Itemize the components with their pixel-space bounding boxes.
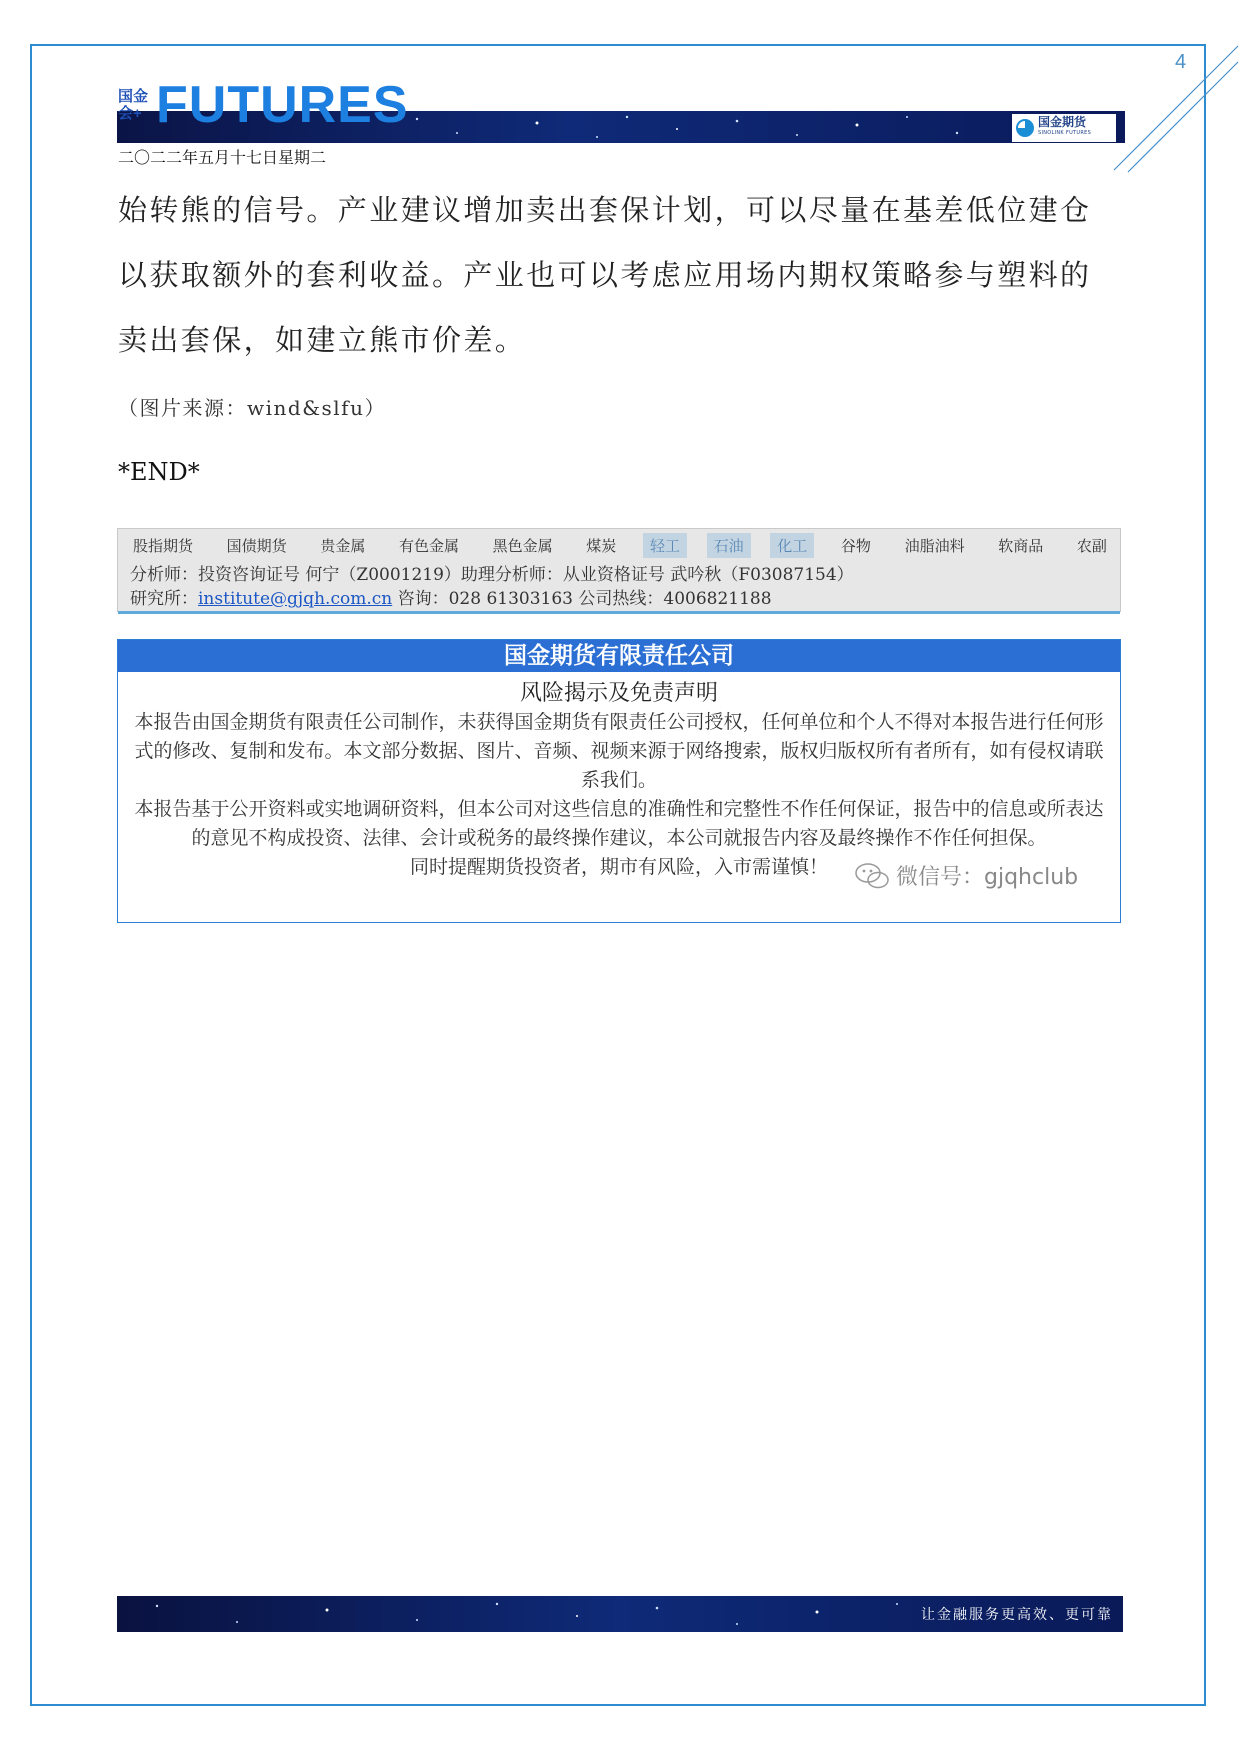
category-item-active[interactable]: 化工: [770, 533, 814, 558]
email-link[interactable]: institute@gjqh.com.cn: [198, 589, 393, 609]
contact-line: [130, 584, 772, 609]
footer-banner: [117, 1596, 1123, 1632]
wechat-icon: [854, 861, 890, 891]
category-item-active[interactable]: 轻工: [643, 533, 687, 558]
paragraph-text: 始转熊的信号。产业建议增加卖出套保计划，可以尽量在基差低位建仓以获取额外的套利收益。产业也可以考虑应用场内期权策略参与塑料的卖出套保，如建立熊市价差。: [118, 193, 1092, 357]
disclaimer-subtitle: 风险揭示及免责声明: [519, 681, 718, 706]
category-item[interactable]: 国债期货: [226, 536, 287, 555]
risk-reminder: 同时提醒期货投资者，期市有风险，入市需谨慎！: [409, 856, 828, 878]
company-title: 国金期货有限责任公司: [118, 640, 1120, 672]
logo-chinese: 国金会+: [118, 88, 149, 122]
corner-decoration: [1110, 40, 1240, 180]
category-item-active[interactable]: 石油: [707, 533, 751, 558]
category-item[interactable]: 有色金属: [398, 536, 459, 555]
disclaimer-body: [118, 708, 1120, 853]
brand-name-cn: 国金期货: [1038, 115, 1087, 129]
category-item[interactable]: 股指期货: [133, 536, 194, 555]
brand-badge: [1012, 114, 1116, 142]
end-marker: *END*: [118, 458, 200, 486]
category-item[interactable]: 农副: [1076, 536, 1107, 555]
image-source-note: （图片来源：wind&slfu）: [118, 396, 386, 420]
disclaimer-paragraph-2: 本报告基于公开资料或实地调研资料，但本公司对这些信息的准确性和完整性不作任何保证，报告中的信息或所表达的意见不构成投资、法律、会计或税务的最终操作建议，本公司就报告内容及最终操作不作任何担保。: [134, 798, 1104, 849]
body-paragraph: [118, 178, 1118, 373]
wechat-watermark: [854, 860, 1078, 891]
watermark-text: 微信号：gjqhclub: [896, 865, 1079, 890]
analyst-line: 分析师：投资咨询证号 何宁（Z0001219）助理分析师：从业资格证号 武吟秋（F03087154）: [130, 565, 854, 585]
brand-name-en: SINOLINK FUTURES: [1038, 130, 1092, 136]
brand-logo-icon: [1016, 119, 1034, 137]
category-item[interactable]: 谷物: [840, 536, 871, 555]
category-item[interactable]: 贵金属: [320, 536, 366, 555]
disclaimer-paragraph-1: 本报告由国金期货有限责任公司制作，未获得国金期货有限责任公司授权，任何单位和个人不得对本报告进行任何形式的修改、复制和发布。本文部分数据、图片、音频、视频来源于网络搜索，版权归版权所有者所有，如有侵权请联系我们。: [134, 711, 1104, 791]
category-item[interactable]: 油脂油料: [904, 536, 965, 555]
institute-label: 研究所：: [130, 589, 198, 609]
category-item[interactable]: 软商品: [998, 536, 1044, 555]
logo-futures: FUTURES: [156, 76, 409, 134]
page-number: 4: [1175, 51, 1187, 73]
category-nav: [126, 532, 1114, 558]
report-date: 二〇二二年五月十七日星期二: [118, 148, 327, 167]
footer-slogan: 让金融服务更高效、更可靠: [921, 1607, 1113, 1623]
category-item[interactable]: 黑色金属: [492, 536, 553, 555]
contact-numbers: 咨询：028 61303163 公司热线：4006821188: [392, 589, 772, 609]
analyst-info-box: [117, 528, 1121, 612]
category-item[interactable]: 煤炭: [586, 536, 617, 555]
